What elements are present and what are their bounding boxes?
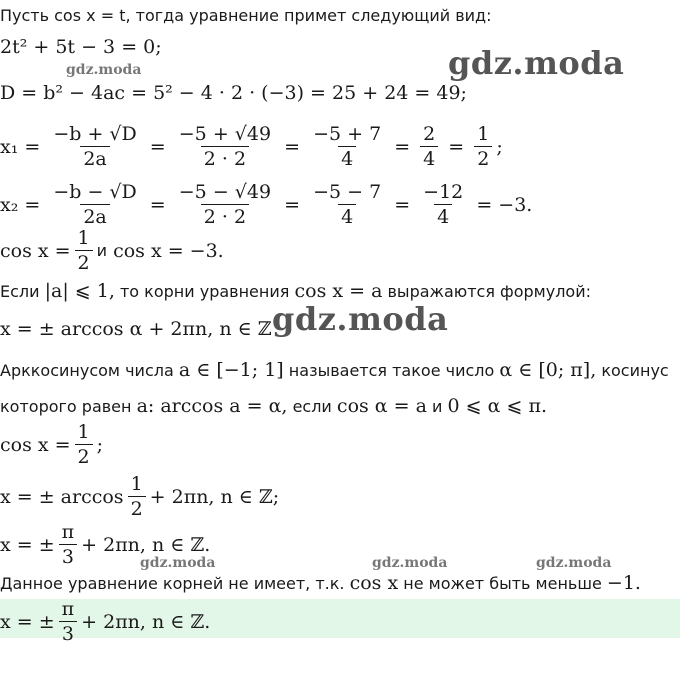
roots-summary: cos x = $\frac{1}{2}$ и cos x = −3. bbox=[0, 227, 224, 274]
condition-line: Если |a| ⩽ 1, то корни уравнения cos x = a выражаются формулой: bbox=[0, 280, 592, 302]
x2-result: = −3. bbox=[476, 193, 533, 216]
x1-fraction-5: $\frac{1}{2}$ bbox=[474, 122, 492, 171]
no-roots-note: Данное уравнение корней не имеет, т.к. cos x не может быть меньше −1. bbox=[0, 572, 641, 594]
x2-fraction-1: $\frac{-b - √D}{2a}$ bbox=[53, 181, 137, 228]
x2-fraction-2: $\frac{-5 - √49}{2 \cdot 2}$ bbox=[178, 181, 272, 228]
definition-line-1: Арккосинусом числа a ∈ [−1; 1] называется такое число α ∈ [0; π], косинус bbox=[0, 359, 669, 381]
intro-text: Пусть cos x = t, тогда уравнение примет следующий вид: bbox=[0, 6, 492, 25]
pi-solution: x = ± $\frac{\pi}{3}$ + 2πn, n ∈ ℤ. bbox=[0, 521, 211, 568]
watermark-small: gdz.moda bbox=[66, 62, 142, 78]
watermark-logo: gdz.moda bbox=[448, 44, 625, 82]
x2-fraction-3: $\frac{-5 - 7}{4}$ bbox=[313, 181, 382, 228]
definition-line-2: которого равен a: arccos a = α, если cos α = a и 0 ⩽ α ⩽ π. bbox=[0, 395, 547, 417]
x1-label: x₁ bbox=[0, 135, 19, 158]
arccos-solution: x = ± arccos $\frac{1}{2}$ + 2πn, n ∈ ℤ; bbox=[0, 473, 280, 520]
watermark-small: gdz.moda bbox=[372, 555, 448, 571]
x2-fraction-4: $\frac{-12}{4}$ bbox=[423, 181, 464, 228]
x1-fraction-1: $\frac{-b + √D}{2a}$ bbox=[53, 123, 137, 170]
discriminant: D = b² − 4ac = 5² − 4 · 2 · (−3) = 25 + 24 = 49; bbox=[0, 82, 467, 104]
x2-label: x₂ bbox=[0, 193, 19, 216]
x1-fraction-2: $\frac{-5 + √49}{2 \cdot 2}$ bbox=[178, 123, 272, 170]
final-answer: x = ± $\frac{\pi}{3}$ + 2πn, n ∈ ℤ. bbox=[0, 598, 211, 645]
x1-fraction-3: $\frac{-5 + 7}{4}$ bbox=[313, 123, 382, 170]
watermark-small: gdz.moda bbox=[140, 555, 216, 571]
root-x2: x₂ = $\frac{-b - √D}{2a}$ = $\frac{-5 - √49}{2 \cdot 2}$ = $\frac{-5 - 7}{4}$ = $\frac{-12}{4}$ = −3. bbox=[0, 181, 533, 228]
general-formula: x = ± arccos α + 2πn, n ∈ ℤ bbox=[0, 318, 272, 340]
cos-half: cos x = $\frac{1}{2}$ ; bbox=[0, 421, 104, 468]
quadratic-equation: 2t² + 5t − 3 = 0; bbox=[0, 36, 162, 58]
watermark-small: gdz.moda bbox=[536, 555, 612, 571]
x1-fraction-4: $\frac{2}{4}$ bbox=[420, 122, 438, 171]
root-x1: x₁ = $\frac{-b + √D}{2a}$ = $\frac{-5 + √49}{2 \cdot 2}$ = $\frac{-5 + 7}{4}$ = $\frac{2}{4}$ = $\frac{1}{2}$ ; bbox=[0, 123, 503, 170]
watermark-logo: gdz.moda bbox=[272, 300, 449, 338]
